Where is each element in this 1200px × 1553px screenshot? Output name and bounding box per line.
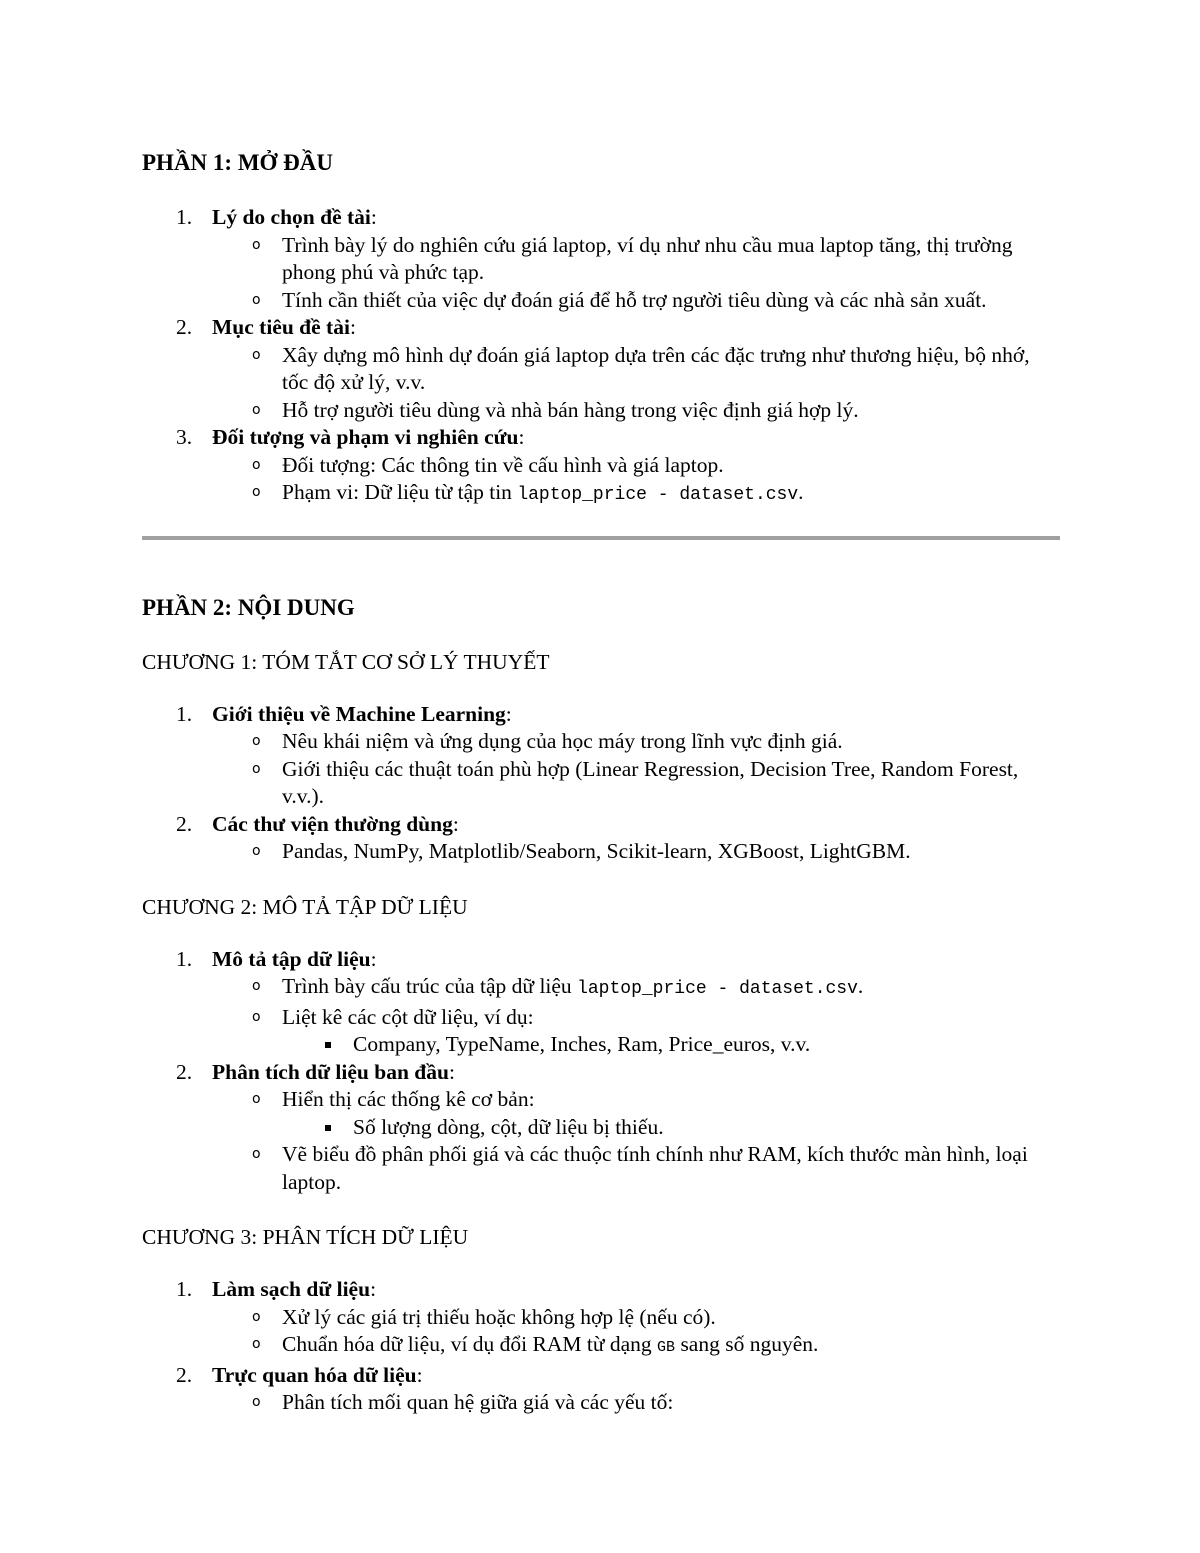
circle-bullet-icon: o xyxy=(252,1146,261,1162)
filename-code: laptop_price - dataset.csv xyxy=(517,485,799,505)
list-item: 1. Mô tả tập dữ liệu: o Trình bày cấu trúc của tập dữ liệu laptop_price - dataset.csv. o Liệt kê các cột dữ liệu, ví dụ: Company, TypeName, Inches, Ram, Price_euros, v.v. xyxy=(142,946,1060,1059)
list-item: o Đối tượng: Các thông tin về cấu hình và giá laptop. xyxy=(142,452,1060,480)
list-item: o Chuẩn hóa dữ liệu, ví dụ đổi RAM từ dạng GB sang số nguyên. xyxy=(142,1331,1060,1362)
list-item: o Xây dựng mô hình dự đoán giá laptop dựa trên các đặc trưng như thương hiệu, bộ nhớ, tốc độ xử lý, v.v. xyxy=(252,342,1030,394)
circle-bullet-icon: o xyxy=(252,1008,261,1025)
list-item: 2. Trực quan hóa dữ liệu: o Phân tích mối quan hệ giữa giá và các yếu tố: xyxy=(142,1362,1060,1417)
list-item: o Trình bày cấu trúc của tập dữ liệu laptop_price - dataset.csv. xyxy=(252,974,864,999)
list-item: o Phân tích mối quan hệ giữa giá và các yếu tố: xyxy=(142,1389,1060,1417)
item-title: Các thư viện thường dùng xyxy=(212,811,453,836)
item-number: 1. xyxy=(176,205,193,229)
square-bullet-icon xyxy=(325,1125,331,1131)
item-title: Phân tích dữ liệu ban đầu xyxy=(212,1059,449,1084)
document-page xyxy=(142,140,1060,1417)
part1-heading: PHẦN 1: MỞ ĐẦU xyxy=(142,150,333,175)
list-item: 2. Phân tích dữ liệu ban đầu: o Hiển thị các thống kê cơ bản: Số lượng dòng, cột, dữ liệu bị thiếu. o Vẽ biểu đồ phân phối giá và các thuộc tính chính như RAM, kích thước màn hình, loại laptop. xyxy=(142,1059,1060,1197)
list-item: o Vẽ biểu đồ phân phối giá và các thuộc tính chính như RAM, kích thước màn hình, loại laptop. xyxy=(252,1142,1028,1194)
circle-bullet-icon: o xyxy=(252,978,261,994)
list-item: Company, TypeName, Inches, Ram, Price_euros, v.v. xyxy=(142,1031,1060,1059)
item-title: Mục tiêu đề tài xyxy=(212,315,350,339)
list-item: o Giới thiệu các thuật toán phù hợp (Linear Regression, Decision Tree, Random Forest, v.v.). xyxy=(252,756,1019,808)
chapter3-list xyxy=(142,1276,1060,1417)
list-item: o Hiển thị các thống kê cơ bản: Số lượng dòng, cột, dữ liệu bị thiếu. xyxy=(142,1086,1060,1141)
list-item: o Hỗ trợ người tiêu dùng và nhà bán hàng trong việc định giá hợp lý. xyxy=(142,397,1060,425)
circle-bullet-icon: o xyxy=(252,733,261,749)
list-item: 2. Mục tiêu đề tài: o Xây dựng mô hình dự đoán giá laptop dựa trên các đặc trưng như thương hiệu, bộ nhớ, tốc độ xử lý, v.v. o Hỗ trợ người tiêu dùng và nhà bán hàng trong việc định giá hợp lý. xyxy=(142,314,1060,424)
item-number: 2. xyxy=(176,1362,193,1387)
list-item: o Nêu khái niệm và ứng dụng của học máy trong lĩnh vực định giá. xyxy=(142,728,1060,756)
list-item: o Trình bày lý do nghiên cứu giá laptop, ví dụ như nhu cầu mua laptop tăng, thị trường phong phú và phức tạp. xyxy=(252,232,1013,284)
list-item: 2. Các thư viện thường dùng: o Pandas, NumPy, Matplotlib/Seaborn, Scikit-learn, XGBoost, LightGBM. xyxy=(142,811,1060,866)
circle-bullet-icon: o xyxy=(252,346,261,363)
circle-bullet-icon: o xyxy=(252,1336,261,1352)
chapter1-list xyxy=(142,701,1060,866)
chapter3-heading: CHƯƠNG 3: PHÂN TÍCH DỮ LIỆU xyxy=(142,1225,469,1249)
item-number: 2. xyxy=(176,1059,193,1084)
square-bullet-icon xyxy=(325,1042,331,1048)
list-item: o Liệt kê các cột dữ liệu, ví dụ: Company, TypeName, Inches, Ram, Price_euros, v.v. xyxy=(142,1004,1060,1059)
circle-bullet-icon: o xyxy=(252,760,261,777)
item-number: 3. xyxy=(176,425,193,449)
list-item: o Tính cần thiết của việc dự đoán giá để hỗ trợ người tiêu dùng và các nhà sản xuất. xyxy=(142,287,1060,315)
item-number: 1. xyxy=(176,1277,193,1301)
circle-bullet-icon: o xyxy=(252,843,261,859)
list-item: o Pandas, NumPy, Matplotlib/Seaborn, Scikit-learn, XGBoost, LightGBM. xyxy=(142,838,1060,866)
circle-bullet-icon: o xyxy=(252,1091,261,1107)
item-title: Lý do chọn đề tài xyxy=(212,205,371,229)
list-item: 3. Đối tượng và phạm vi nghiên cứu: o Đối tượng: Các thông tin về cấu hình và giá laptop. o Phạm vi: Dữ liệu từ tập tin laptop_price - dataset.csv. xyxy=(142,424,1060,510)
circle-bullet-icon: o xyxy=(252,291,261,308)
circle-bullet-icon: o xyxy=(252,1394,261,1410)
item-number: 2. xyxy=(176,811,193,836)
circle-bullet-icon: o xyxy=(252,401,261,418)
chapter1-heading: CHƯƠNG 1: TÓM TẮT CƠ SỞ LÝ THUYẾT xyxy=(142,649,550,674)
circle-bullet-icon: o xyxy=(252,236,261,253)
item-number: 1. xyxy=(176,946,193,971)
circle-bullet-icon: o xyxy=(252,1308,261,1325)
list-item: 1. Làm sạch dữ liệu: o Xử lý các giá trị thiếu hoặc không hợp lệ (nếu có). o Chuẩn hóa dữ liệu, ví dụ đổi RAM từ dạng GB sang số nguyên. xyxy=(142,1276,1060,1362)
circle-bullet-icon: o xyxy=(252,456,261,473)
list-item: o Phạm vi: Dữ liệu từ tập tin laptop_price - dataset.csv. xyxy=(252,480,804,505)
horizontal-rule xyxy=(142,536,1060,540)
item-title: Đối tượng và phạm vi nghiên cứu xyxy=(212,425,519,449)
filename-code: laptop_price - dataset.csv xyxy=(577,979,858,999)
list-item: Số lượng dòng, cột, dữ liệu bị thiếu. xyxy=(142,1114,1060,1142)
item-number: 2. xyxy=(176,315,193,339)
chapter2-list xyxy=(142,946,1060,1197)
list-item: o Xử lý các giá trị thiếu hoặc không hợp lệ (nếu có). xyxy=(142,1304,1060,1332)
item-title: Trực quan hóa dữ liệu xyxy=(212,1362,417,1387)
item-number: 1. xyxy=(176,701,193,726)
item-title: Làm sạch dữ liệu xyxy=(212,1277,371,1301)
list-item: 1. Lý do chọn đề tài: o Trình bày lý do nghiên cứu giá laptop, ví dụ như nhu cầu mua laptop tăng, thị trường phong phú và phức tạp. o Tính cần thiết của việc dự đoán giá để hỗ trợ người tiêu dùng và các nhà sản xuất. xyxy=(142,204,1060,314)
list-item: 1. Giới thiệu về Machine Learning: o Nêu khái niệm và ứng dụng của học máy trong lĩnh vực định giá. o Giới thiệu các thuật toán phù hợp (Linear Regression, Decision Tree, Random Forest, v.v.). xyxy=(142,701,1060,811)
item-title: Mô tả tập dữ liệu xyxy=(212,946,371,971)
circle-bullet-icon: o xyxy=(252,484,261,500)
chapter2-heading: CHƯƠNG 2: MÔ TẢ TẬP DỮ LIỆU xyxy=(142,894,468,919)
part1-list xyxy=(142,204,1060,510)
item-title: Giới thiệu về Machine Learning xyxy=(212,701,506,726)
part2-heading: PHẦN 2: NỘI DUNG xyxy=(142,594,355,620)
unit-code: GB xyxy=(657,1339,676,1356)
